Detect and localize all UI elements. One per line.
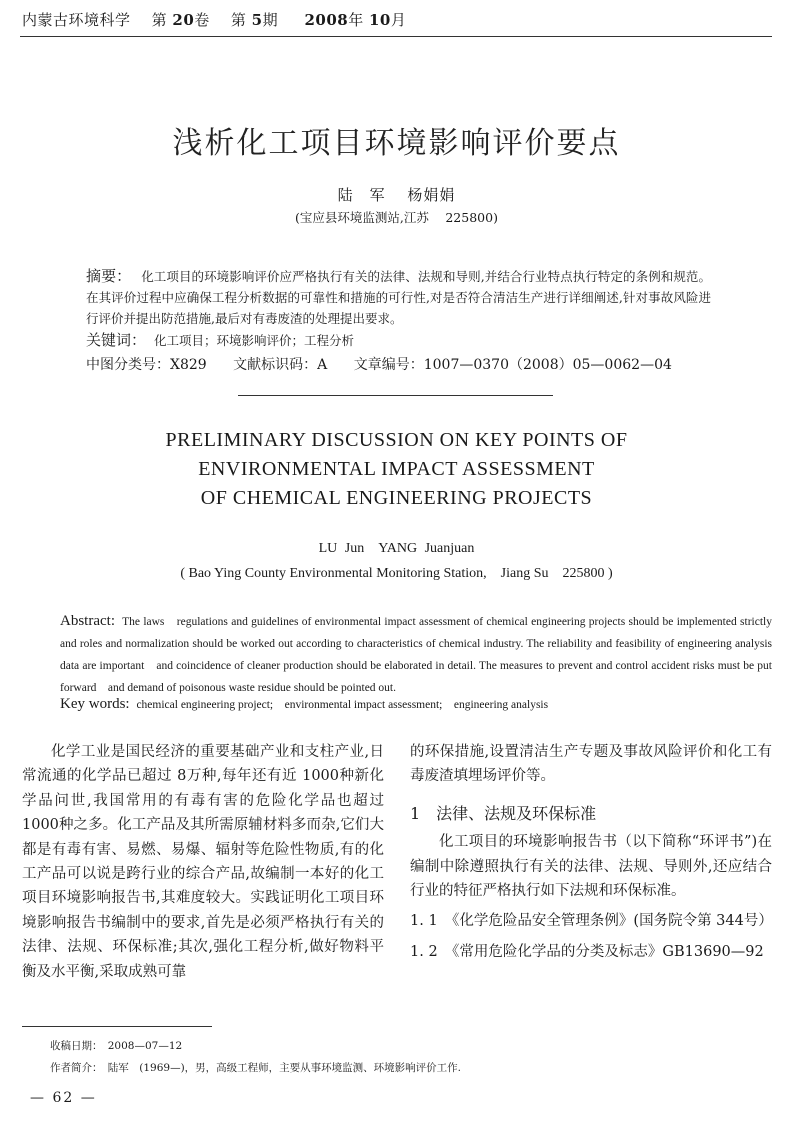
english-keywords-label: Key words: xyxy=(60,696,130,712)
body-column-right xyxy=(410,740,772,964)
abstract-cn-label: 摘要： xyxy=(86,267,132,285)
keywords-cn xyxy=(86,330,711,351)
english-abstract xyxy=(60,610,784,699)
body-column-left xyxy=(22,740,384,984)
english-abstract-text: The laws regulations and guidelines of environmental impact assessment of chemical engineering projects should be implemented strictly and roles and normalization should be worked out according to characteristics of chemical industry. The reliability and feasibility of engineering analysis data are important and coincidence of cleaner production should be elaborated in detail. The measures to prevent and control accident risks must be put forward and demand of poisonous waste residue should be pointed out. xyxy=(60,616,784,694)
document-code: 文献标识码：A xyxy=(233,357,328,373)
abstract-cn xyxy=(86,266,711,329)
classification-line xyxy=(86,355,726,375)
header-divider xyxy=(20,36,772,37)
english-title-line: OF CHEMICAL ENGINEERING PROJECTS xyxy=(200,487,593,509)
running-header xyxy=(22,9,772,30)
page-number: — 62 — xyxy=(30,1090,97,1106)
english-title-line: ENVIRONMENTAL IMPACT ASSESSMENT xyxy=(198,458,595,480)
author-bio: 作者简介： 陆军 (1969—)，男，高级工程师，主要从事环境监测、环境影响评价工作. xyxy=(50,1062,462,1074)
journal-name: 内蒙古环境科学 xyxy=(22,11,131,29)
article-title: 浅析化工项目环境影响评价要点 xyxy=(172,126,621,161)
section-heading: 1 法律、法规及环保标准 xyxy=(410,803,597,823)
list-item: 1. 1 《化学危险品安全管理条例》(国务院令第 344号） xyxy=(410,913,773,930)
clc-number: 中图分类号：X829 xyxy=(86,357,207,373)
article-number: 文章编号：1007—0370（2008）05—0062—04 xyxy=(353,357,672,373)
body-paragraph: 的环保措施,设置清洁生产专题及事故风险评价和化工有毒废渣填埋场评价等。 xyxy=(410,744,772,785)
english-keywords-text: chemical engineering project; environmental impact assessment; engineering analysis xyxy=(136,699,549,711)
english-keywords xyxy=(60,694,772,715)
english-abstract-label: Abstract: xyxy=(60,613,115,629)
section-divider xyxy=(238,395,553,396)
footnote-divider xyxy=(22,1026,212,1027)
authors: 陆 军 杨娟娟 xyxy=(337,186,456,204)
date: 2008年 10月 xyxy=(304,11,407,29)
body-paragraph: 化学工业是国民经济的重要基础产业和支柱产业,日常流通的化学品已超过 8万种,每年还有近 1000种新化学品问世,我国常用的有毒有害的危险化学品也超过 1000种之多。化工产品及其所需原辅材料多而杂,它们大都是有毒有害、易燃、易爆、辐射等危险性物质,有的化工产品可以说是跨行业的综合产品,故编制一本好的化工项目环境影响报告书,其难度较大。实践证明化工项目环境影响报告书编制中的要求,首先是必须严格执行有关的法律、法规、环保标准;其次,强化工程分析,做好物料平衡及水平衡,采取成熟可靠 xyxy=(22,744,384,980)
keywords-cn-label: 关键词： xyxy=(86,331,147,349)
english-title-line: PRELIMINARY DISCUSSION ON KEY POINTS OF xyxy=(165,429,628,451)
affiliation: (宝应县环境监测站,江苏 225800) xyxy=(295,210,498,225)
abstract-cn-text: 化工项目的环境影响评价应严格执行有关的法律、法规和导则,并结合行业特点执行特定的条例和规范。在其评价过程中应确保工程分析数据的可靠性和措施的可行性,对是否符合清洁生产进行详细阐述,针对事故风险进行评价并提出防范措施,最后对有毒废渣的处理提出要求。 xyxy=(86,269,711,326)
keywords-cn-text: 化工项目；环境影响评价；工程分析 xyxy=(154,333,355,348)
footnotes xyxy=(50,1035,750,1079)
english-authors: LU Jun YANG Juanjuan xyxy=(318,541,475,556)
english-affiliation: ( Bao Ying County Environmental Monitoring Station, Jiang Su 225800 ) xyxy=(180,566,613,581)
english-title xyxy=(0,426,793,513)
body-paragraph: 化工项目的环境影响报告书（以下简称“环评书”)在编制中除遵照执行有关的法律、法规、导则外,还应结合行业的特征严格执行如下法规和环保标准。 xyxy=(410,834,772,900)
received-date: 收稿日期： 2008—07—12 xyxy=(50,1040,183,1052)
volume: 第 20卷 xyxy=(151,11,210,29)
issue: 第 5期 xyxy=(230,11,279,29)
list-item: 1. 2 《常用危险化学品的分类及标志》GB13690—92 xyxy=(410,943,764,960)
